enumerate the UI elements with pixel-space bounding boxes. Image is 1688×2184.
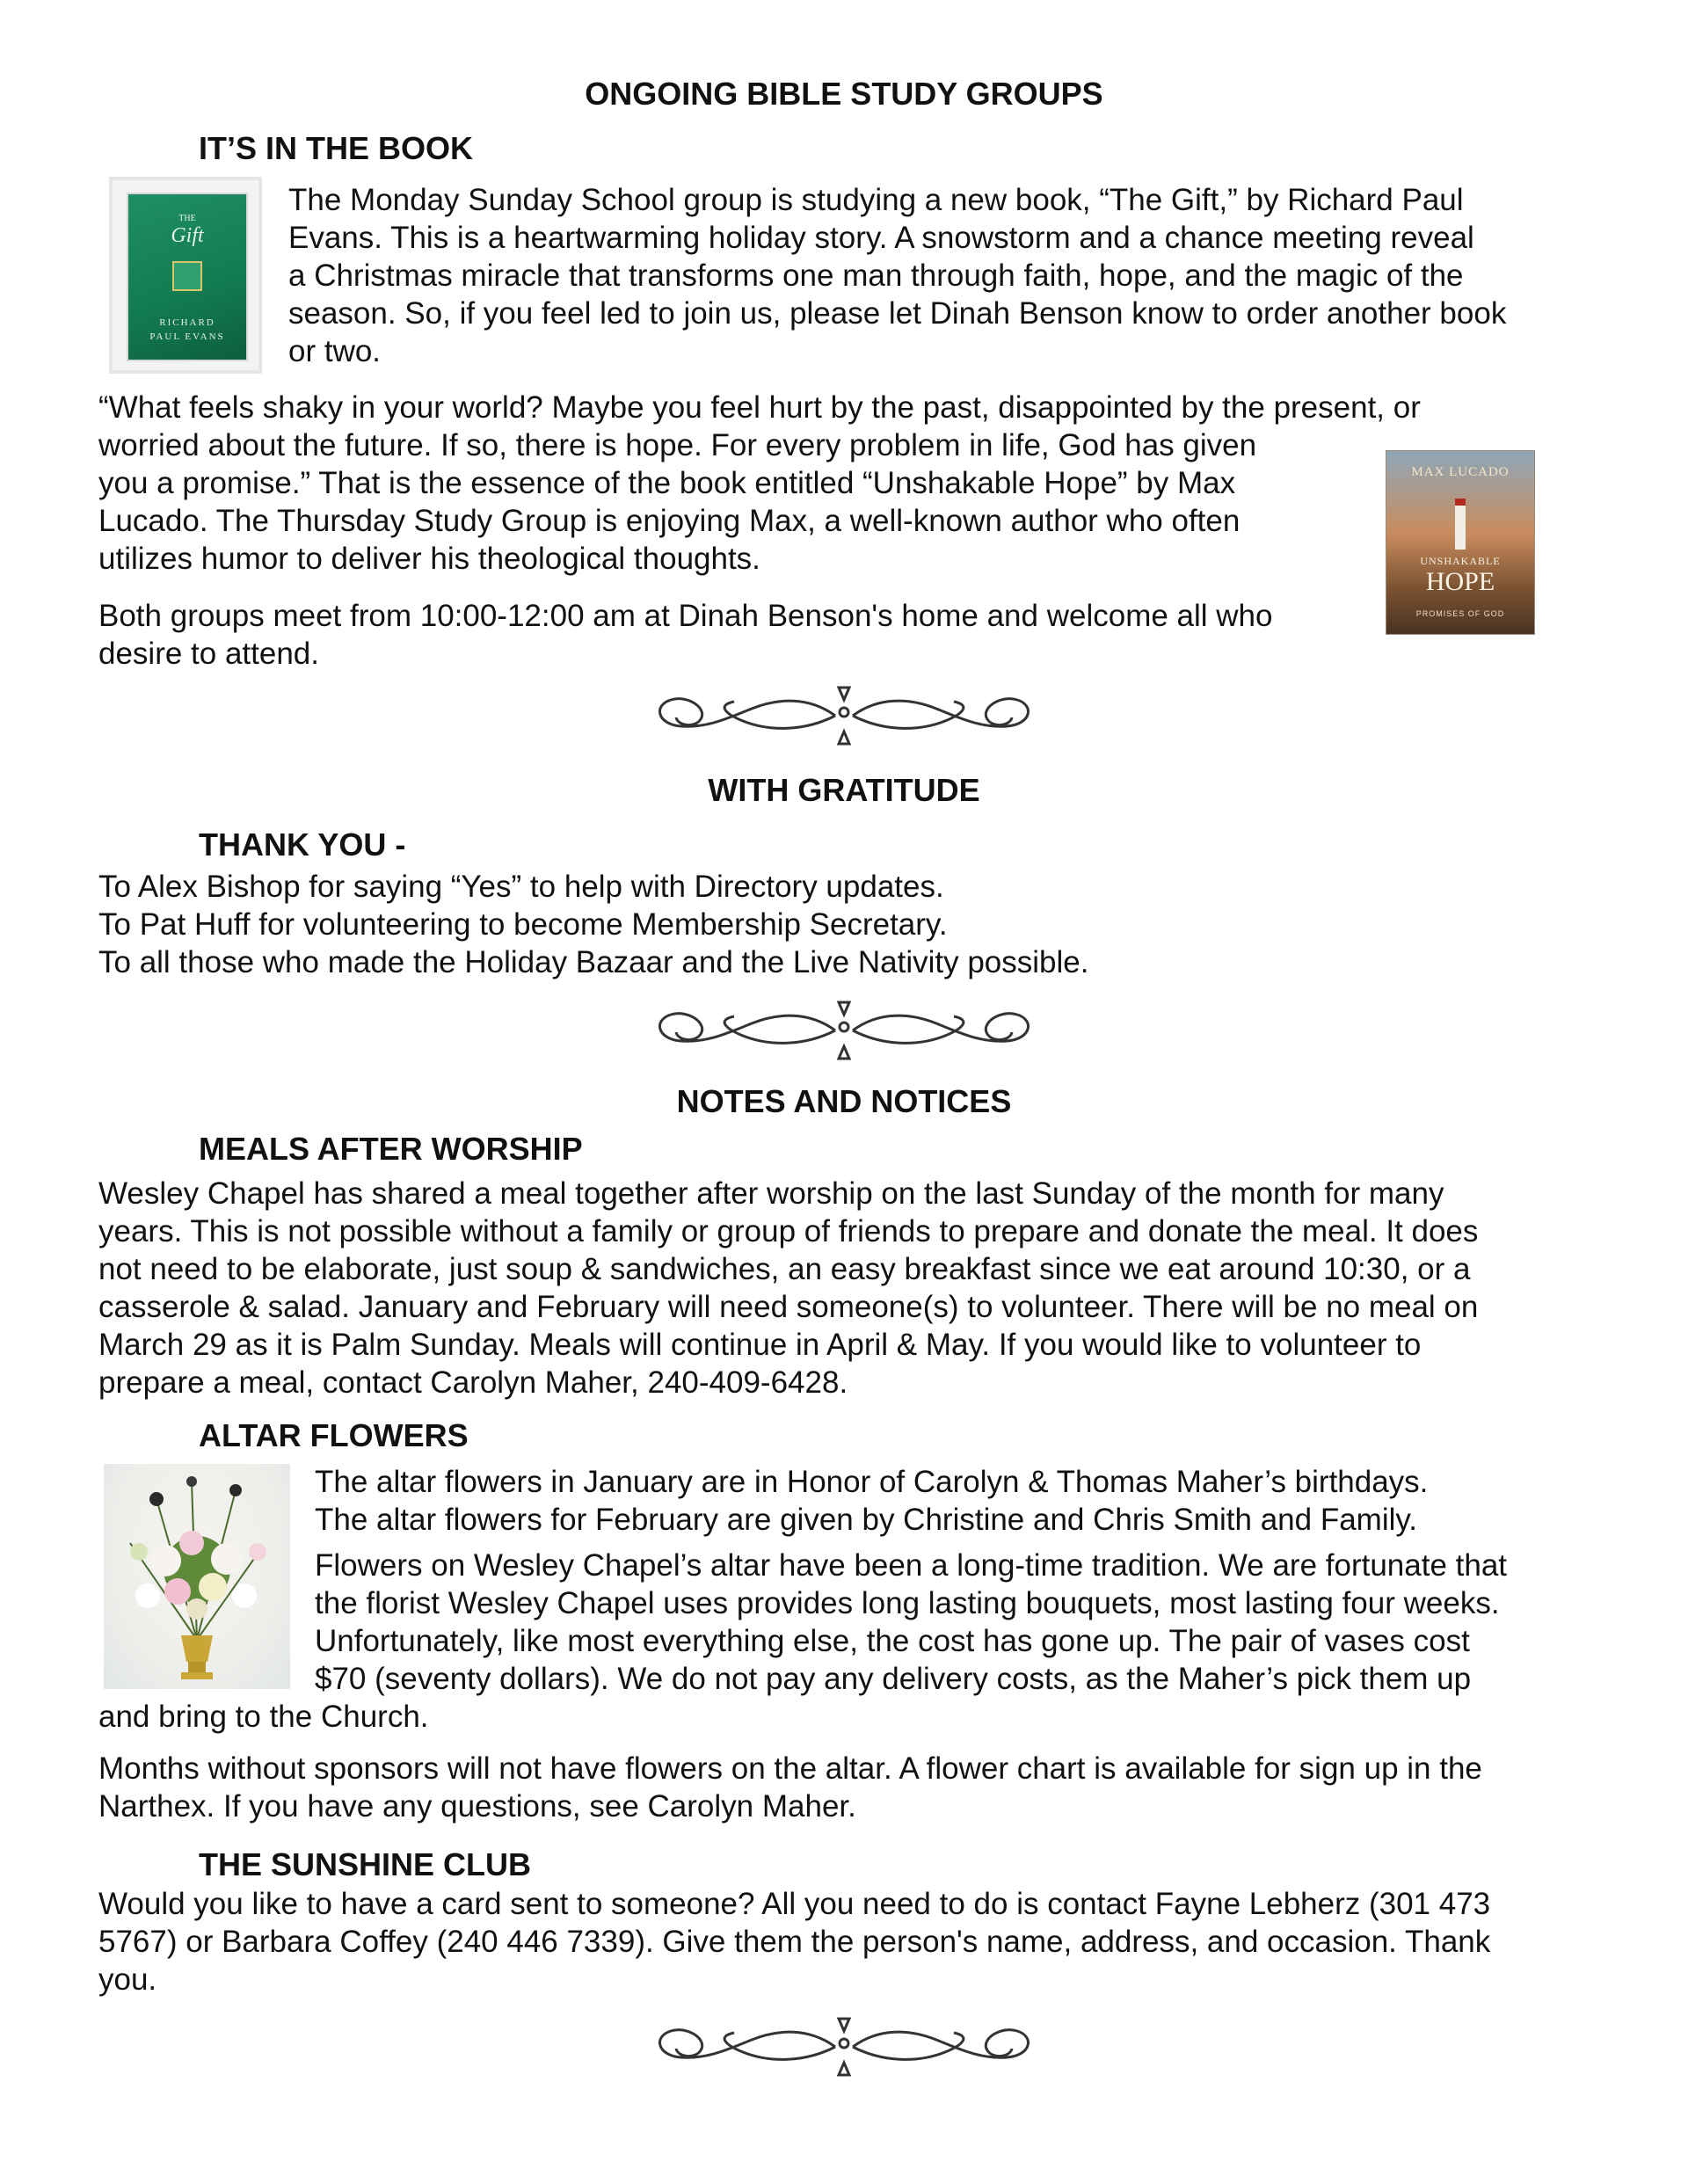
gratitude-title: WITH GRATITUDE — [708, 772, 980, 808]
lighthouse-icon — [1455, 499, 1466, 550]
altar-tradition-paragraph: Flowers on Wesley Chapel’s altar have been a long-time tradition. We are fortunate that the florist Wesley Chapel uses provides long lasting bouquets, most lasting four weeks. Unfortunately, like most everything else, the cost has gone up. The pair of vases cost $70 (seventy dollars). We do not pay any delivery costs, as the Maher’s pick them up — [315, 1548, 1508, 1696]
thanks-line-2: To Pat Huff for volunteering to become Membership Secretary. — [98, 907, 948, 942]
gift-box-icon — [172, 261, 202, 291]
its-in-the-book-heading: IT’S IN THE BOOK — [199, 130, 474, 166]
hope-cover-author: MAX LUCADO — [1411, 465, 1510, 479]
hope-cover-title: HOPE — [1425, 567, 1495, 596]
gift-paragraph: The Monday Sunday School group is studying a new book, “The Gift,” by Richard Paul Evans. This is a heartwarming holiday story. A snowstorm and a chance meeting reveal a Christmas miracle that transforms one man through faith, hope, and the magic of the season. So, if you feel led to join us, please let Dinah Benson know to order another book or two. — [288, 183, 1507, 368]
ornament-divider-3 — [646, 2010, 1042, 2084]
thanks-line-1: To Alex Bishop for saying “Yes” to help with Directory updates. — [98, 870, 944, 904]
hope-paragraph: worried about the future. If so, there is hope. For every problem in life, God has given you a promise.” That is the essence of the book entitled “Unshakable Hope” by Max Lucado. The Thursday Study Group is enjoying Max, a well-known author who often utilizes humor to deliver his theological thoughts. — [98, 428, 1257, 576]
flower-bouquet-icon — [104, 1464, 290, 1689]
the-gift-book-cover — [109, 177, 262, 374]
meals-heading: MEALS AFTER WORSHIP — [199, 1131, 583, 1167]
altar-flowers-photo — [104, 1464, 290, 1689]
sponsors-paragraph: Months without sponsors will not have flowers on the altar. A flower chart is available for sign up in the Narthex. If you have any questions, see Carolyn Maher. — [98, 1751, 1482, 1824]
hope-cover-title-top: UNSHAKABLE — [1420, 555, 1501, 567]
gift-cover-author-first: RICHARD — [159, 317, 215, 328]
sunshine-club-heading: THE SUNSHINE CLUB — [199, 1846, 532, 1882]
thank-you-heading: THANK YOU - — [199, 826, 406, 863]
scroll-flourish-icon — [660, 2019, 1029, 2075]
sunshine-paragraph: Would you like to have a card sent to someone? All you need to do is contact Fayne Lebherz (301 473 5767) or Barbara Coffey (240 446 7339). Give them the person's name, address, and occasion. Thank you. — [98, 1887, 1491, 1997]
gift-cover-the: THE — [178, 214, 196, 223]
gift-cover-art — [127, 193, 248, 361]
altar-flowers-heading: ALTAR FLOWERS — [199, 1417, 469, 1453]
bible-study-title: ONGOING BIBLE STUDY GROUPS — [585, 76, 1103, 112]
ornament-divider-2 — [646, 994, 1042, 1067]
gift-cover-title: Gift — [171, 224, 204, 247]
altar-tradition-end: and bring to the Church. — [98, 1700, 429, 1734]
ornament-divider-1 — [646, 679, 1042, 753]
altar-honor-paragraph: The altar flowers in January are in Honor of Carolyn & Thomas Maher’s birthdays. The altar flowers for February are given by Christine and Chris Smith and Family. — [315, 1465, 1429, 1537]
gift-cover-author-last: PAUL EVANS — [149, 331, 225, 342]
hope-cover-subtitle: PROMISES OF GOD — [1415, 609, 1505, 618]
meet-paragraph: Both groups meet from 10:00-12:00 am at Dinah Benson's home and welcome all who desire to attend. — [98, 599, 1273, 671]
scroll-flourish-icon — [660, 688, 1029, 744]
thanks-line-3: To all those who made the Holiday Bazaar and the Live Nativity possible. — [98, 945, 1089, 979]
scroll-flourish-icon — [660, 1002, 1029, 1059]
unshakable-hope-book-cover — [1386, 450, 1535, 635]
notices-title: NOTES AND NOTICES — [676, 1083, 1012, 1119]
hope-line-1: “What feels shaky in your world? Maybe you feel hurt by the past, disappointed by the present, or — [98, 390, 1421, 425]
meals-paragraph: Wesley Chapel has shared a meal together after worship on the last Sunday of the month for many years. This is not possible without a family or group of friends to prepare and donate the meal. It does not need to be elaborate, just soup & sandwiches, an easy breakfast since we eat around 10:30, or a casserole & salad. January and February will need someone(s) to volunteer. There will be no meal on March 29 as it is Palm Sunday. Meals will continue in April & May. If you would like to volunteer to prepare a meal, contact Carolyn Maher, 240-409-6428. — [98, 1176, 1479, 1400]
